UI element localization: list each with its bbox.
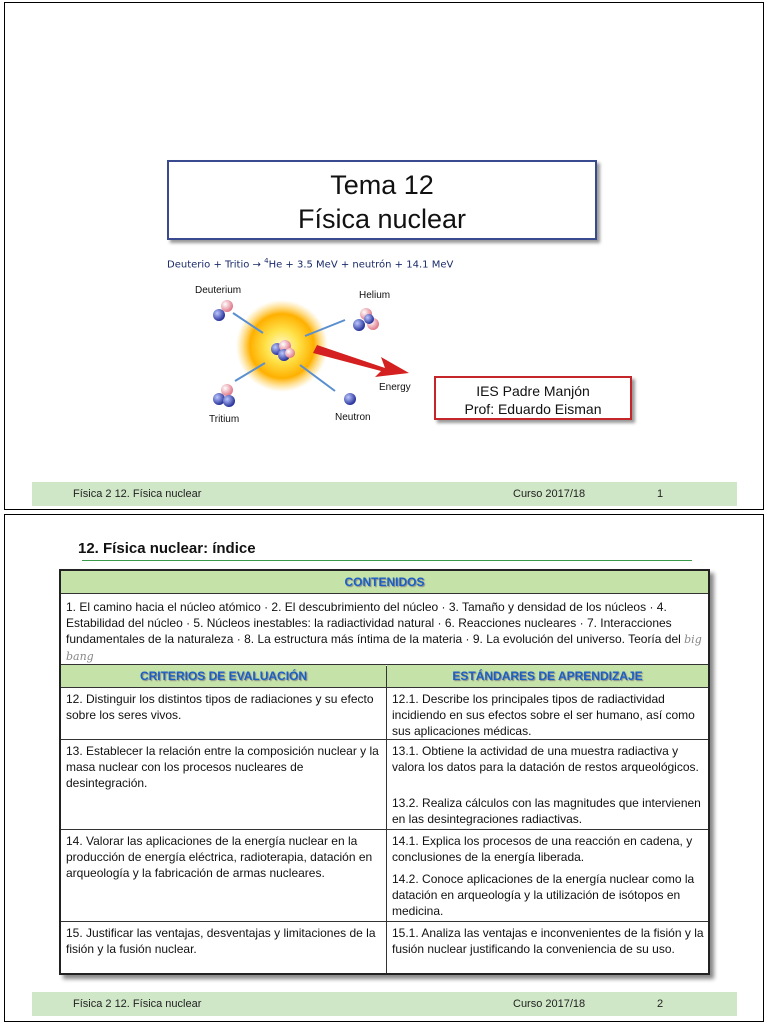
equation-superscript: 4 bbox=[264, 257, 269, 265]
equation-right: He + 3.5 MeV + neutrón + 14.1 MeV bbox=[268, 259, 454, 271]
footer-page-number: 1 bbox=[657, 488, 664, 500]
label-tritium: Tritium bbox=[209, 414, 240, 425]
slide-footer bbox=[32, 482, 737, 506]
criterion-12: 12. Distinguir los distintos tipos de radiaciones y su efecto sobre los seres vivos. bbox=[66, 692, 374, 722]
footer-course: Curso 2017/18 bbox=[513, 998, 586, 1010]
deuterium-icon bbox=[213, 300, 233, 321]
standard-13-1: 13.1. Obtiene la actividad de una muestra radiactiva y valora los datos para la datación de restos arqueológicos. bbox=[392, 744, 699, 774]
standards-header: ESTÁNDARES DE APRENDIZAJE bbox=[387, 665, 708, 687]
criterion-14: 14. Valorar las aplicaciones de la energía nuclear en la producción de energía eléctrica, radioterapia, datación en arqueología y la fabricación de armas nucleares. bbox=[66, 834, 373, 880]
footer-course: Curso 2017/18 bbox=[513, 488, 586, 500]
standard-13-2: 13.2. Realiza cálculos con las magnitudes que intervienen en las desintegraciones radiactivas. bbox=[392, 796, 701, 826]
energy-arrow bbox=[313, 345, 409, 377]
column-divider bbox=[386, 666, 387, 973]
criterion-15: 15. Justificar las ventajas, desventajas y limitaciones de la fisión y la fusión nuclear. bbox=[66, 926, 376, 956]
title-box bbox=[167, 160, 597, 240]
slide-title: Tema 12 bbox=[330, 170, 434, 200]
equation-left: Deuterio + Tritio → bbox=[167, 259, 265, 271]
school-box bbox=[434, 376, 632, 420]
label-helium: Helium bbox=[359, 290, 391, 301]
footer-page-number: 2 bbox=[657, 998, 664, 1010]
standard-14-1: 14.1. Explica los procesos de una reacción en cadena, y conclusiones de la energía liberada. bbox=[392, 834, 693, 864]
fusion-equation bbox=[167, 257, 453, 270]
contents-text: 1. El camino hacia el núcleo atómico · 2. El descubrimiento del núcleo · 3. Tamaño y densidad de los núcleos · 4. Estabilidad del núcleo · 5. Núcleos inestables: la radiactividad natural · 6. Reacciones nucleares · 7. Interacciones fundamentales de la naturaleza · 8. La estructura más íntima de la materia · 9. La evolución del universo. Teoría del bbox=[66, 600, 681, 646]
criteria-header: CRITERIOS DE EVALUACIÓN bbox=[61, 665, 386, 687]
helium-icon bbox=[353, 308, 379, 331]
contents-header: CONTENIDOS bbox=[61, 571, 708, 593]
heading-divider bbox=[82, 560, 692, 561]
footer-subject: Física 2 12. Física nuclear bbox=[73, 998, 202, 1010]
teacher-name: Prof: Eduardo Eisman bbox=[464, 401, 602, 417]
page-title: 12. Física nuclear: índice bbox=[78, 540, 256, 557]
contents-list bbox=[66, 599, 706, 665]
criterion-13: 13. Establecer la relación entre la composición nuclear y la masa nuclear con los procesos nucleares de desintegración. bbox=[66, 744, 379, 790]
contents-bigbang: big bang bbox=[66, 633, 702, 663]
label-deuterium: Deuterium bbox=[195, 285, 242, 296]
neutron-icon bbox=[344, 393, 356, 405]
slide-1 bbox=[4, 2, 764, 510]
slide-footer bbox=[32, 992, 737, 1016]
index-table bbox=[59, 569, 710, 975]
standard-15-1: 15.1. Analiza las ventajas e inconvenientes de la fisión y la fusión nuclear justificando la conveniencia de su uso. bbox=[392, 926, 704, 956]
fusion-diagram bbox=[185, 273, 445, 433]
label-neutron: Neutron bbox=[335, 412, 371, 423]
tritium-icon bbox=[213, 384, 235, 407]
school-name: IES Padre Manjón bbox=[476, 383, 590, 399]
slide-2 bbox=[4, 514, 764, 1022]
footer-subject: Física 2 12. Física nuclear bbox=[73, 488, 202, 500]
standard-14-2: 14.2. Conoce aplicaciones de la energía nuclear como la datación en arqueología y la utilización de isótopos en medicina. bbox=[392, 872, 695, 918]
standard-12-1: 12.1. Describe los principales tipos de radiactividad incidiendo en sus efectos sobre el ser humano, así como sus aplicaciones médicas. bbox=[392, 692, 695, 738]
slide-subtitle: Física nuclear bbox=[297, 204, 467, 234]
label-energy: Energy bbox=[379, 382, 411, 393]
